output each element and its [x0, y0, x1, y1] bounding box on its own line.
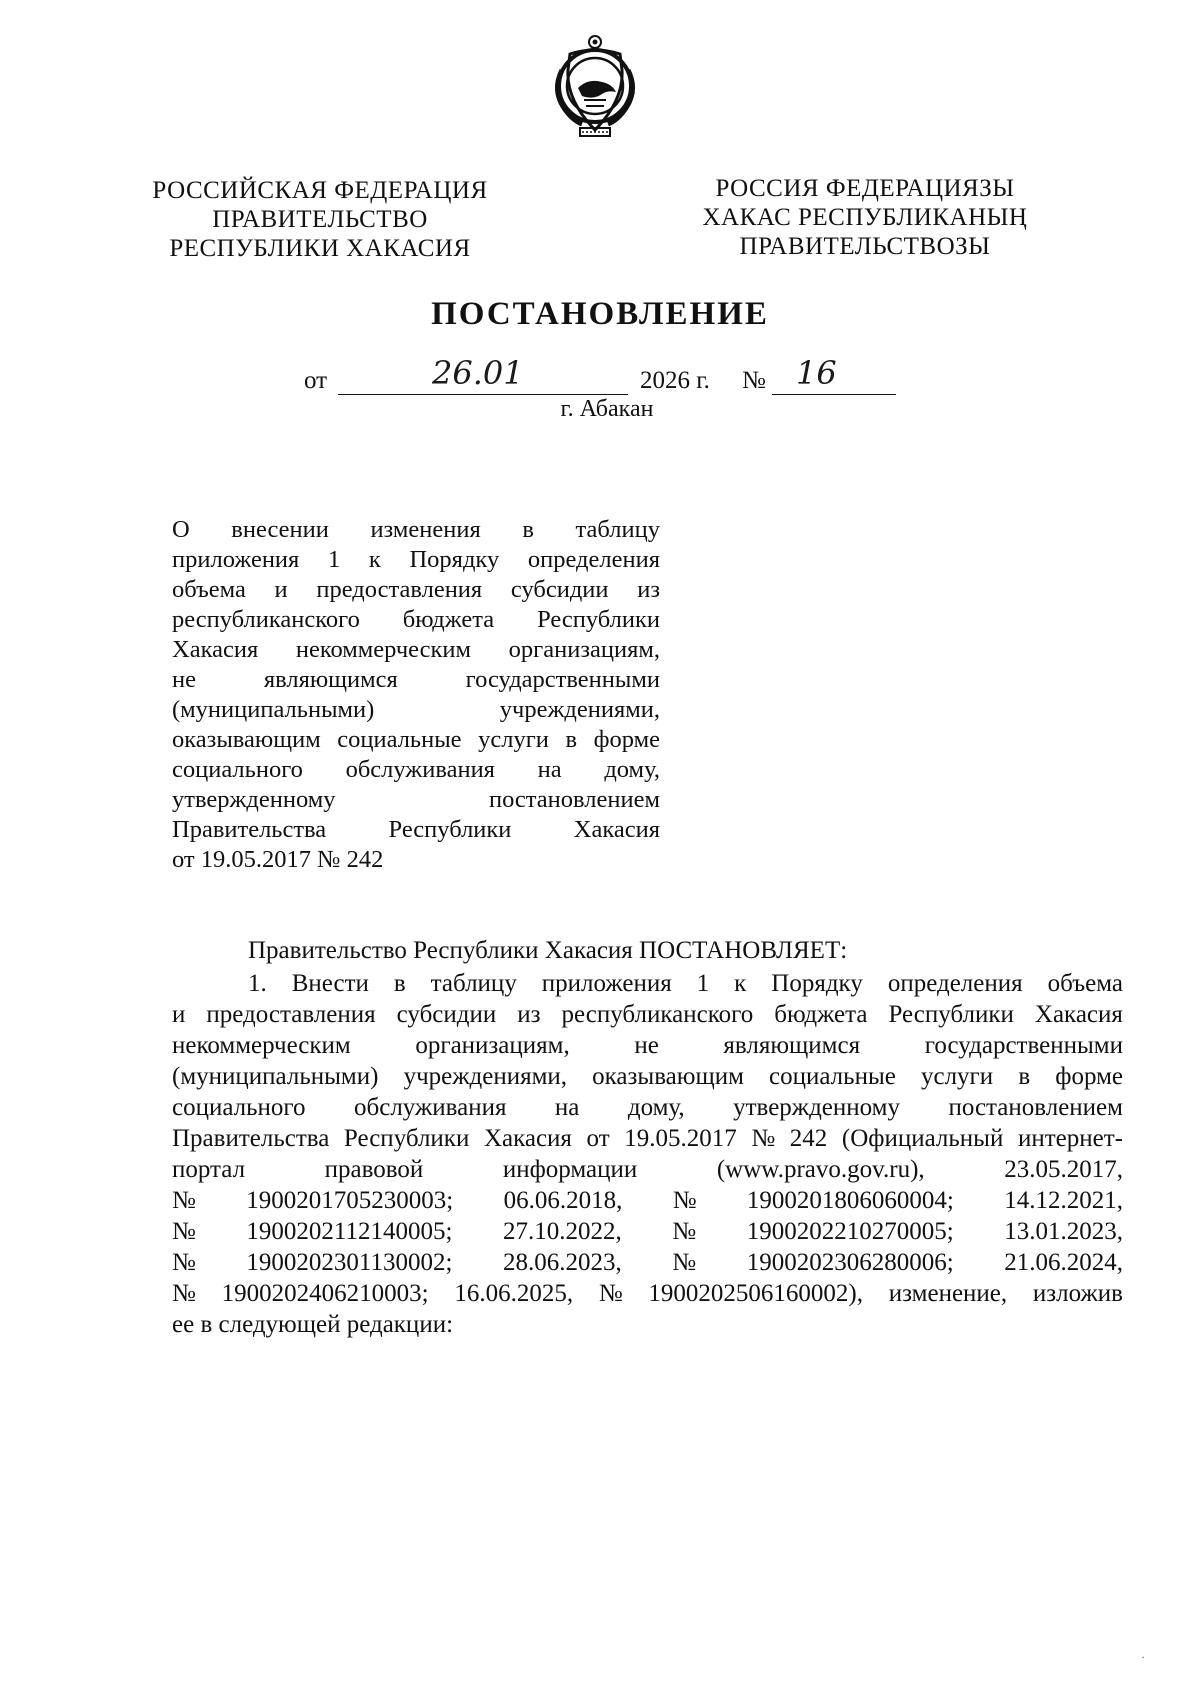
word: в: [1018, 1063, 1031, 1090]
word: таблицу: [430, 970, 517, 997]
word: субсидии: [396, 1001, 497, 1028]
word: определения: [887, 970, 1023, 997]
word: Правительства: [172, 816, 327, 843]
body-line: [172, 1278, 1123, 1309]
word: в: [522, 516, 534, 543]
word: республиканского: [172, 606, 360, 633]
word: Республики: [388, 816, 512, 843]
header-left-line-2: ПРАВИТЕЛЬСТВО: [212, 206, 428, 233]
header-left-line-3: РЕСПУБЛИКИ ХАКАСИЯ: [169, 235, 471, 262]
word: определения: [527, 546, 660, 573]
word: 19.05.2017: [624, 1125, 737, 1152]
subject-line: [172, 755, 660, 785]
word: изменения: [370, 516, 481, 543]
word: изложив: [1032, 1280, 1123, 1307]
body-line: [172, 1030, 1123, 1061]
subject-line: [172, 815, 660, 845]
word: организациям,: [415, 1032, 570, 1059]
subject-line: [172, 575, 660, 605]
word: бюджета: [774, 1001, 868, 1028]
handwritten-number: 16: [796, 354, 837, 392]
header-right-line-3: ПРАВИТЕЛЬСТВОЗЫ: [739, 233, 991, 260]
word: являющимся: [723, 1032, 861, 1059]
word: 28.06.2023,: [502, 1249, 622, 1276]
scan-mark: ·: [1141, 1650, 1145, 1664]
body-line: [172, 1216, 1123, 1247]
word: учреждениями,: [403, 1063, 568, 1090]
word: из: [517, 1001, 541, 1028]
subject-line: [172, 695, 660, 725]
word: социальные: [769, 1063, 896, 1090]
word: предоставления: [316, 576, 483, 603]
body-line: [172, 1185, 1123, 1216]
subject-line: [172, 515, 660, 545]
word: Хакасия: [573, 816, 660, 843]
word: из: [637, 576, 660, 603]
body-line: [172, 1309, 1123, 1340]
word: №: [598, 1280, 623, 1307]
subject-line: [172, 545, 660, 575]
word: субсидии: [510, 576, 609, 603]
word: информации: [502, 1156, 638, 1183]
word: 1: [696, 970, 710, 997]
word: №: [672, 1187, 697, 1214]
word: от: [586, 1125, 610, 1152]
word: на: [554, 1094, 580, 1121]
subject-line: [172, 725, 660, 755]
word: №: [172, 1218, 196, 1245]
word: 1900202406210003;: [221, 1280, 429, 1307]
word: являющимся: [263, 666, 398, 693]
word: постановлением: [488, 786, 660, 813]
word: форме: [1055, 1063, 1123, 1090]
word: 06.06.2018,: [503, 1187, 623, 1214]
word: 1900202306280006;: [746, 1249, 954, 1276]
word: Правительства: [172, 1125, 330, 1152]
date-number-line: [0, 354, 1200, 398]
number-prefix: №: [742, 367, 766, 394]
word: от 19.05.2017 № 242: [172, 846, 384, 873]
word: 1: [327, 546, 341, 573]
word: организациям,: [508, 636, 660, 663]
word: 1900201806060004;: [746, 1187, 954, 1214]
word: обслуживания: [354, 1094, 507, 1121]
word: Порядку: [771, 970, 863, 997]
word: правовой: [324, 1156, 424, 1183]
word: Порядку: [409, 546, 500, 573]
subject-block: [172, 515, 660, 875]
word: государственными: [924, 1032, 1123, 1059]
word: в: [565, 726, 578, 753]
word: некоммерческим: [295, 636, 472, 663]
year-label: 2026 г.: [640, 367, 710, 394]
subject-line: [172, 845, 660, 875]
subject-line: [172, 605, 660, 635]
word: не: [634, 1032, 659, 1059]
word: Республики: [537, 606, 660, 633]
word: дому,: [627, 1094, 685, 1121]
word: утвержденному: [733, 1094, 900, 1121]
word: предоставления: [206, 1001, 376, 1028]
word: №: [751, 1125, 776, 1152]
word: республиканского: [561, 1001, 754, 1028]
word: внесении: [231, 516, 329, 543]
word: (www.pravo.gov.ru),: [716, 1156, 925, 1183]
resolution-body: [172, 968, 1123, 1340]
word: 1900201705230003;: [246, 1187, 454, 1214]
word: Внести: [291, 970, 369, 997]
word: и: [172, 1001, 186, 1028]
word: изменение,: [888, 1280, 1008, 1307]
body-line: [172, 968, 1123, 999]
date-underline: [338, 394, 628, 395]
header-right-line-2: ХАКАС РЕСПУБЛИКАНЫҢ: [702, 204, 1028, 231]
word: услуги: [920, 1063, 994, 1090]
subject-line: [172, 665, 660, 695]
word: обслуживания: [345, 756, 495, 783]
word: 1900202112140005;: [246, 1218, 453, 1245]
word: оказывающим: [592, 1063, 744, 1090]
word: №: [172, 1249, 196, 1276]
word: №: [172, 1280, 196, 1307]
word: в: [393, 970, 406, 997]
subject-line: [172, 785, 660, 815]
word: утвержденному: [172, 786, 336, 813]
word: форме: [593, 726, 660, 753]
word: №: [672, 1218, 697, 1245]
word: Республики: [343, 1125, 470, 1152]
word: 13.01.2023,: [1004, 1218, 1123, 1245]
header-right-line-1: РОССИЯ ФЕДЕРАЦИЯЗЫ: [715, 175, 1015, 202]
word: 242: [789, 1125, 828, 1152]
body-line: [172, 999, 1123, 1030]
word: к: [734, 970, 747, 997]
word: постановлением: [948, 1094, 1123, 1121]
word: (муниципальными): [172, 1063, 379, 1090]
word: объема: [172, 576, 246, 603]
word: и: [274, 576, 288, 603]
word: приложения: [541, 970, 672, 997]
body-line: [172, 1092, 1123, 1123]
word: объема: [1047, 970, 1123, 997]
date-prefix: от: [304, 367, 328, 394]
word: социального: [172, 1094, 306, 1121]
preamble-text: Правительство Республики Хакасия ПОСТАНОВЛЯЕТ:: [248, 937, 848, 964]
body-line: [172, 1123, 1123, 1154]
word: 16.06.2025,: [454, 1280, 574, 1307]
word: О: [172, 516, 190, 543]
word: учреждениями,: [499, 696, 660, 723]
word: №: [672, 1249, 697, 1276]
body-line: [172, 1061, 1123, 1092]
word: 1900202301130002;: [246, 1249, 453, 1276]
word: (Официальный: [841, 1125, 1004, 1152]
word: некоммерческим: [172, 1032, 351, 1059]
word: социального: [172, 756, 303, 783]
word: 1900202506160002),: [648, 1280, 863, 1307]
word: Хакасия: [483, 1125, 572, 1152]
handwritten-date: 26.01: [432, 354, 524, 392]
word: №: [172, 1187, 196, 1214]
word: 23.05.2017,: [1004, 1156, 1123, 1183]
body-line: [172, 1154, 1123, 1185]
word: на: [537, 756, 562, 783]
word: ее в следующей редакции:: [172, 1311, 454, 1338]
word: 27.10.2022,: [502, 1218, 622, 1245]
word: государственными: [465, 666, 660, 693]
word: 1900202210270005;: [746, 1218, 954, 1245]
word: интернет-: [1017, 1125, 1123, 1152]
word: к: [368, 546, 381, 573]
coat-of-arms-emblem: [542, 30, 648, 142]
document-title: ПОСТАНОВЛЕНИЕ: [431, 296, 769, 332]
word: 14.12.2021,: [1004, 1187, 1123, 1214]
header-right-block: [690, 174, 1040, 261]
word: приложения: [172, 546, 300, 573]
word: 1.: [248, 970, 267, 997]
word: социальные: [337, 726, 462, 753]
header-left-block: [150, 176, 490, 263]
word: 21.06.2024,: [1004, 1249, 1123, 1276]
header-left-line-1: РОССИЙСКАЯ ФЕДЕРАЦИЯ: [152, 177, 488, 204]
word: не: [172, 666, 196, 693]
subject-line: [172, 635, 660, 665]
word: Хакасия: [1034, 1001, 1123, 1028]
city-label: г. Абакан: [560, 396, 654, 422]
word: дому,: [604, 756, 660, 783]
word: оказывающим: [172, 726, 321, 753]
number-underline: [772, 394, 896, 395]
word: (муниципальными): [172, 696, 375, 723]
word: услуги: [478, 726, 549, 753]
word: бюджета: [402, 606, 495, 633]
word: Хакасия: [172, 636, 259, 663]
word: таблицу: [575, 516, 660, 543]
body-line: [172, 1247, 1123, 1278]
word: портал: [172, 1156, 246, 1183]
word: Республики: [888, 1001, 1014, 1028]
